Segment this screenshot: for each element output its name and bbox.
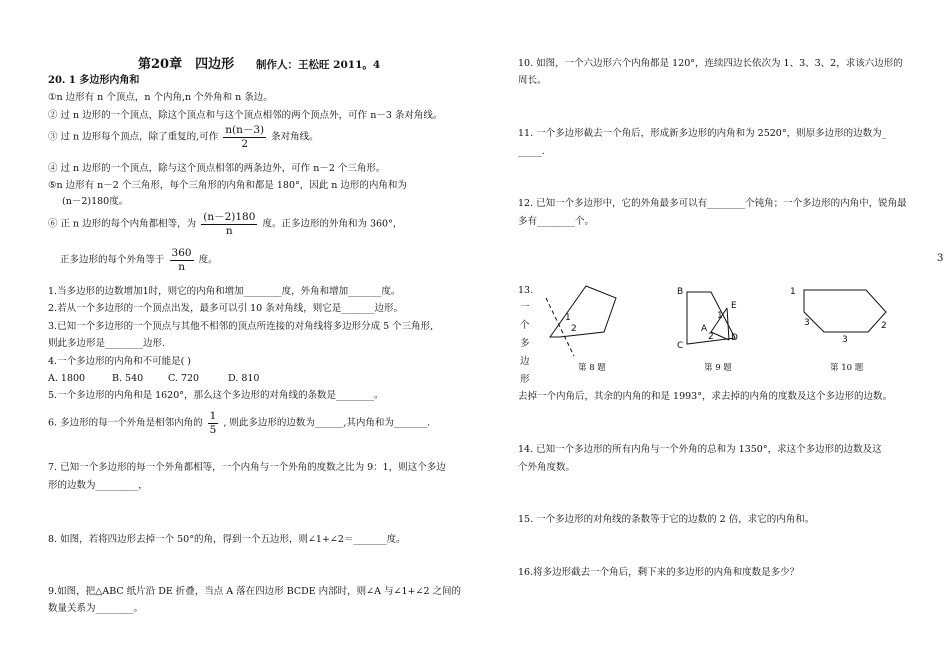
figure-8-caption: 第 8 题 [578,363,606,373]
fraction-denominator: 5 [209,423,217,436]
question-11b: _____. [518,146,545,157]
chapter-title: 第20章 四边形 [138,57,235,72]
question-3b: 则此多边形是________边形. [48,338,166,349]
question-1: 1.当多边形的边数增加1时，则它的内角和增加________度，外角和增加_______度。 [48,286,401,297]
page-number: 3 [937,253,944,264]
question-4-option-d: D. 810 [228,373,260,384]
note-3-text-a: ③ 过 n 边形每个顶点，除了重复的,可作 [48,131,219,143]
fraction-numerator: 1 [209,410,217,422]
figure-10-caption: 第 10 题 [830,363,864,373]
note-3-text-b: 条对角线。 [271,131,319,143]
figure-8-cut-line [546,298,574,356]
figure-8-label-1: 1 [565,313,571,323]
figure-8-diagram [538,280,618,358]
note-3-fraction [223,124,266,150]
question-2: 2.若从一个多边形的一个顶点出发，最多可以引 10 条对角线，则它是_______边形。 [48,303,403,314]
question-15: 15. 一个多边形的对角线的条数等于它的边数的 2 倍，求它的内角和。 [518,514,815,525]
question-10a: 10. 如图，一个六边形六个内角都是 120°，连续四边长依次为 1、3、3、2，求该六边形的 [518,58,903,69]
note-6 [48,211,402,237]
question-4-option-a: A. 1800 [48,373,86,384]
note-5b: (n－2)180度。 [62,196,129,207]
question-6-fraction [208,410,219,436]
question-12b: 多有________个。 [518,216,595,227]
note-6-text-b: 度。正多边形的外角和为 360°， [262,218,403,230]
figure-10-label-1: 1 [790,287,796,297]
question-10b: 周长。 [518,75,547,86]
figure-9-label-c: C [677,341,684,351]
question-4-option-c: C. 720 [168,373,200,384]
note-5a: ⑤n 边形有 n－2 个三角形，每个三角形的内角和都是 180°，因此 n 边形的内角和为 [48,180,407,191]
section-title: 20. 1 多边形内角和 [48,75,140,86]
question-13-vertical-1: 13. [518,285,534,296]
question-3a: 3.已知一个多边形的一个顶点与其他不相邻的顶点所连接的对角线将多边形分成 5 个三角形, [48,321,434,332]
figure-9-diagram [675,286,745,352]
note-7-text-b: 度。 [198,254,218,266]
fraction-numerator: n(n－3) [225,124,265,136]
question-5: 5.一个多边形的内角和是 1620°，那么这个多边形的对角线的条数是________。 [48,390,384,401]
question-13-vertical-5: 边 [520,356,530,367]
figure-10-hexagon [804,290,886,332]
figure-9-label-d: D [731,333,738,343]
note-4: ④ 过 n 边形的一个顶点，除与这个顶点相邻的两条边外，可作 n－2 个三角形。 [48,163,386,174]
figure-9-label-2: 2 [708,332,714,342]
note-2: ② 过 n 边形的一个顶点，除这个顶点和与这个顶点相邻的两个顶点外，可作 n－3 条对角线。 [48,110,443,121]
fraction-numerator: (n－2)180 [203,211,256,223]
question-14a: 14. 已知一个多边形的所有内角与一个外角的总和为 1350°，求这个多边形的边数及这 [518,444,882,455]
question-7b: 形的边数为_________， [48,480,148,491]
author-line: 制作人：王松旺 2011。4 [256,59,381,71]
figure-9-label-1: 1 [717,311,723,321]
question-13-vertical-4: 多 [520,338,530,349]
note-3 [48,124,319,150]
question-13-vertical-6: 形 [520,374,530,385]
figure-9-label-e: E [731,301,737,311]
note-6-fraction [201,211,257,237]
question-12a: 12. 已知一个多边形中，它的外角最多可以有________个钝角；一个多边形的内角中，锐角最 [518,198,907,209]
fraction-denominator: 2 [241,137,249,150]
question-14b: 个外角度数。 [518,462,576,473]
note-7 [60,247,218,273]
question-7a: 7. 已知一个多边形的每一个外角都相等，一个内角与一个外角的度数之比为 9：1，则这个多边 [48,462,446,473]
figure-9-label-b: B [677,287,684,297]
fraction-denominator: n [178,260,185,273]
note-7-text-a: 正多边形的每个外角等于 [60,254,165,266]
figure-10-label-3b: 3 [842,335,848,345]
question-16: 16.将多边形截去一个角后，剩下来的多边形的内角和度数是多少？ [518,567,800,578]
question-6-text-b: , 则此多边形的边数为______,其内角和为_______. [223,417,431,429]
note-1: ①n 边形有 n 个顶点，n 个内角,n 个外角和 n 条边。 [48,92,273,103]
question-13-vertical-2: 一 [520,302,530,313]
question-4-option-b: B. 540 [112,373,144,384]
fraction-denominator: n [225,224,233,237]
note-7-fraction [170,247,194,273]
question-13b: 去掉一个内角后，其余的内角的和是 1993°，求去掉的内角的度数及这个多边形的边数。 [518,391,892,402]
question-6-text-a: 6. 多边形的每一个外角是相邻内角的 [48,417,203,429]
question-11a: 11. 一个多边形截去一个角后，形成新多边形的内角和为 2520°，则原多边形的边数为_ [518,128,887,139]
figure-10-label-2: 2 [881,321,887,331]
figure-9-label-a: A [701,324,708,334]
figure-10-label-3a: 3 [804,318,810,328]
figure-10-diagram [786,282,896,352]
figure-8-pentagon [550,286,616,337]
figure-8-label-2: 2 [571,324,577,334]
note-6-text-a: ⑥ 正 n 边形的每个内角都相等，为 [48,218,197,230]
question-6 [48,410,430,436]
question-4: 4.一个多边形的内角和不可能是( ) [48,356,191,367]
question-8: 8. 如图，若将四边形去掉一个 50°的角，得到一个五边形，则∠1+∠2＝_______度。 [48,534,406,545]
fraction-numerator: 360 [171,247,192,259]
figure-9-caption: 第 9 题 [704,363,732,373]
question-13-vertical-3: 个 [520,320,530,331]
question-9b: 数量关系为________。 [48,603,144,614]
question-9a: 9.如图，把△ABC 纸片沿 DE 折叠，当点 A 落在四边形 BCDE 内部时，则∠A 与∠1+∠2 之间的 [48,586,462,597]
